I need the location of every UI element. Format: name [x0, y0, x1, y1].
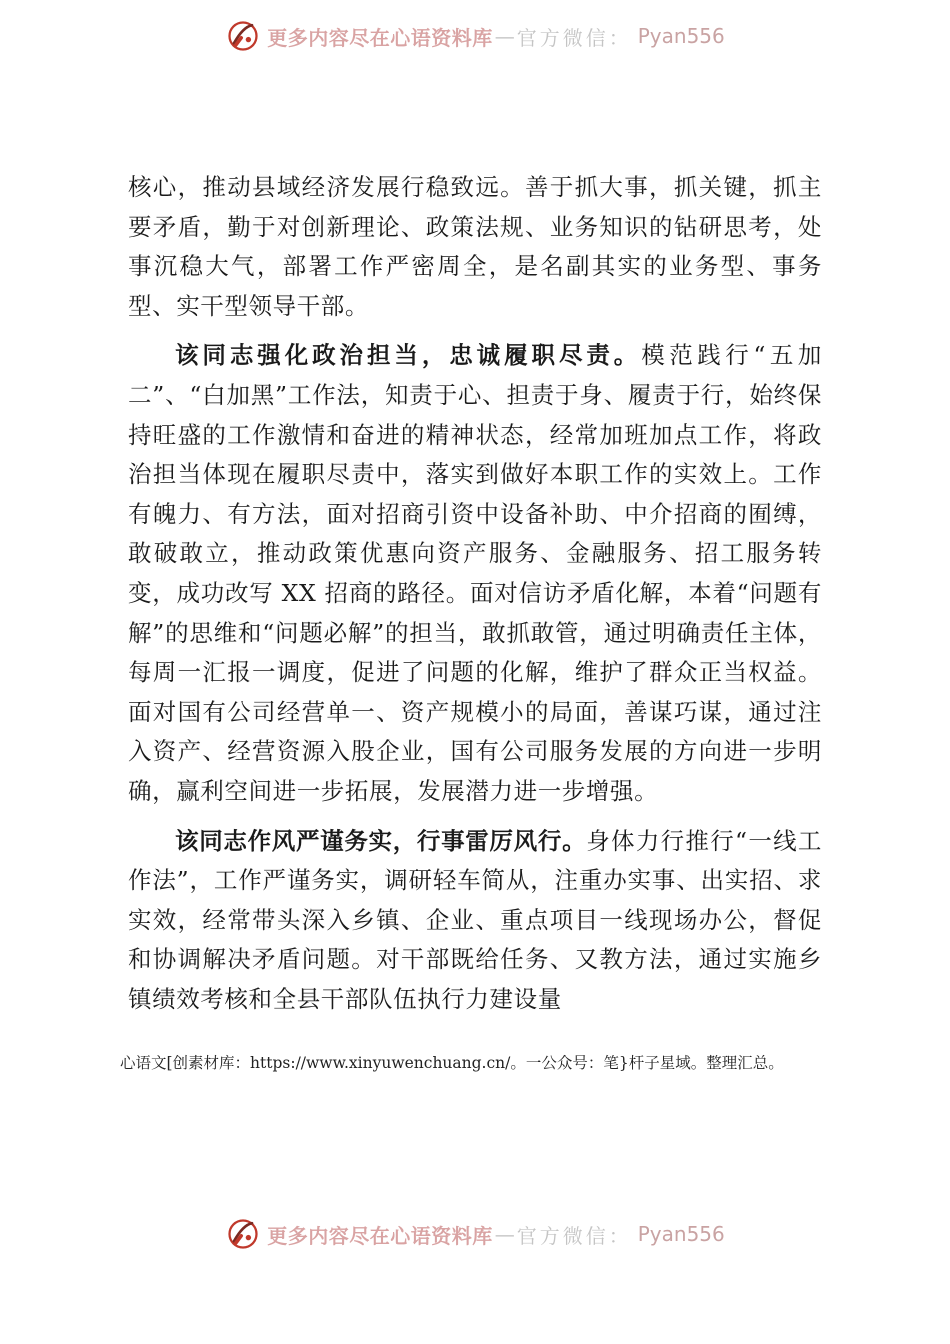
banner-site-name: 更多内容尽在心语资料库 — [267, 1223, 493, 1248]
paragraph-3 — [128, 822, 822, 1020]
paragraph-3-text: 身体力行推行“一线工作法”，工作严谨务实，调研轻车简从，注重办实事、出实招、求实效，经常带头深入乡镇、企业、重点项目一线现场办公，督促和协调解决矛盾问题。对干部既给任务、又教方法，通过实施乡镇绩效考核和全县干部队伍执行力建设量 — [128, 826, 823, 1013]
paragraph-2-text: 模范践行“五加二”、“白加黑”工作法，知责于心、担责于身、履责于行，始终保持旺盛的工作激情和奋进的精神状态，经常加班加点工作，将政治担当体现在履职尽责中，落实到做好本职工作的实效上。工作有魄力、有方法，面对招商引资中设备补助、中介招商的囿缚，敢破敢立，推动政策优惠向资产服务、金融服务、招工服务转变，成功改写 XX 招商的路径。面对信访矛盾化解，本着“问题有解”的思维和“问题必解”的担当，敢抓敢管，通过明确责任主体，每周一汇报一调度，促进了问题的化解，维护了群众正当权益。面对国有公司经营单一、资产规模小的局面，善谋巧谋，通过注入资产、经营资源入股企业，国有公司服务发展的方向进一步明确，赢利空间进一步拓展，发展潜力进一步增强。 — [128, 341, 822, 805]
brush-seal-icon — [225, 18, 261, 54]
document-body — [128, 168, 822, 1029]
banner-site-name: 更多内容尽在心语资料库 — [267, 25, 493, 50]
paragraph-1 — [128, 168, 822, 326]
paragraph-2-heading: 该同志强化政治担当，忠诚履职尽责。 — [175, 341, 642, 370]
banner-dash: — — [494, 1222, 515, 1246]
paragraph-3-heading: 该同志作风严谨务实，行事雷厉风行。 — [175, 826, 587, 855]
top-banner — [0, 14, 950, 58]
paragraph-2 — [128, 336, 822, 811]
banner-wechat-label: 官方微信： — [516, 1223, 632, 1248]
banner-wechat-label: 官方微信： — [516, 25, 632, 50]
bottom-banner — [0, 1212, 950, 1256]
banner-wechat-id: Pyan556 — [637, 1222, 725, 1246]
paragraph-1-text: 核心，推动县域经济发展行稳致远。善于抓大事，抓关键，抓主要矛盾，勤于对创新理论、政策法规、业务知识的钻研思考，处事沉稳大气，部署工作严密周全，是名副其实的业务型、事务型、实干型领导干部。 — [128, 173, 822, 320]
brush-seal-icon — [225, 1216, 261, 1252]
banner-dash: — — [494, 24, 515, 48]
banner-wechat-id: Pyan556 — [637, 24, 725, 48]
source-note: 心语文[创素材库：https://www.xinyuwenchuang.cn/。一公众号：笔}杆子星域。整理汇总。 — [120, 1054, 784, 1072]
